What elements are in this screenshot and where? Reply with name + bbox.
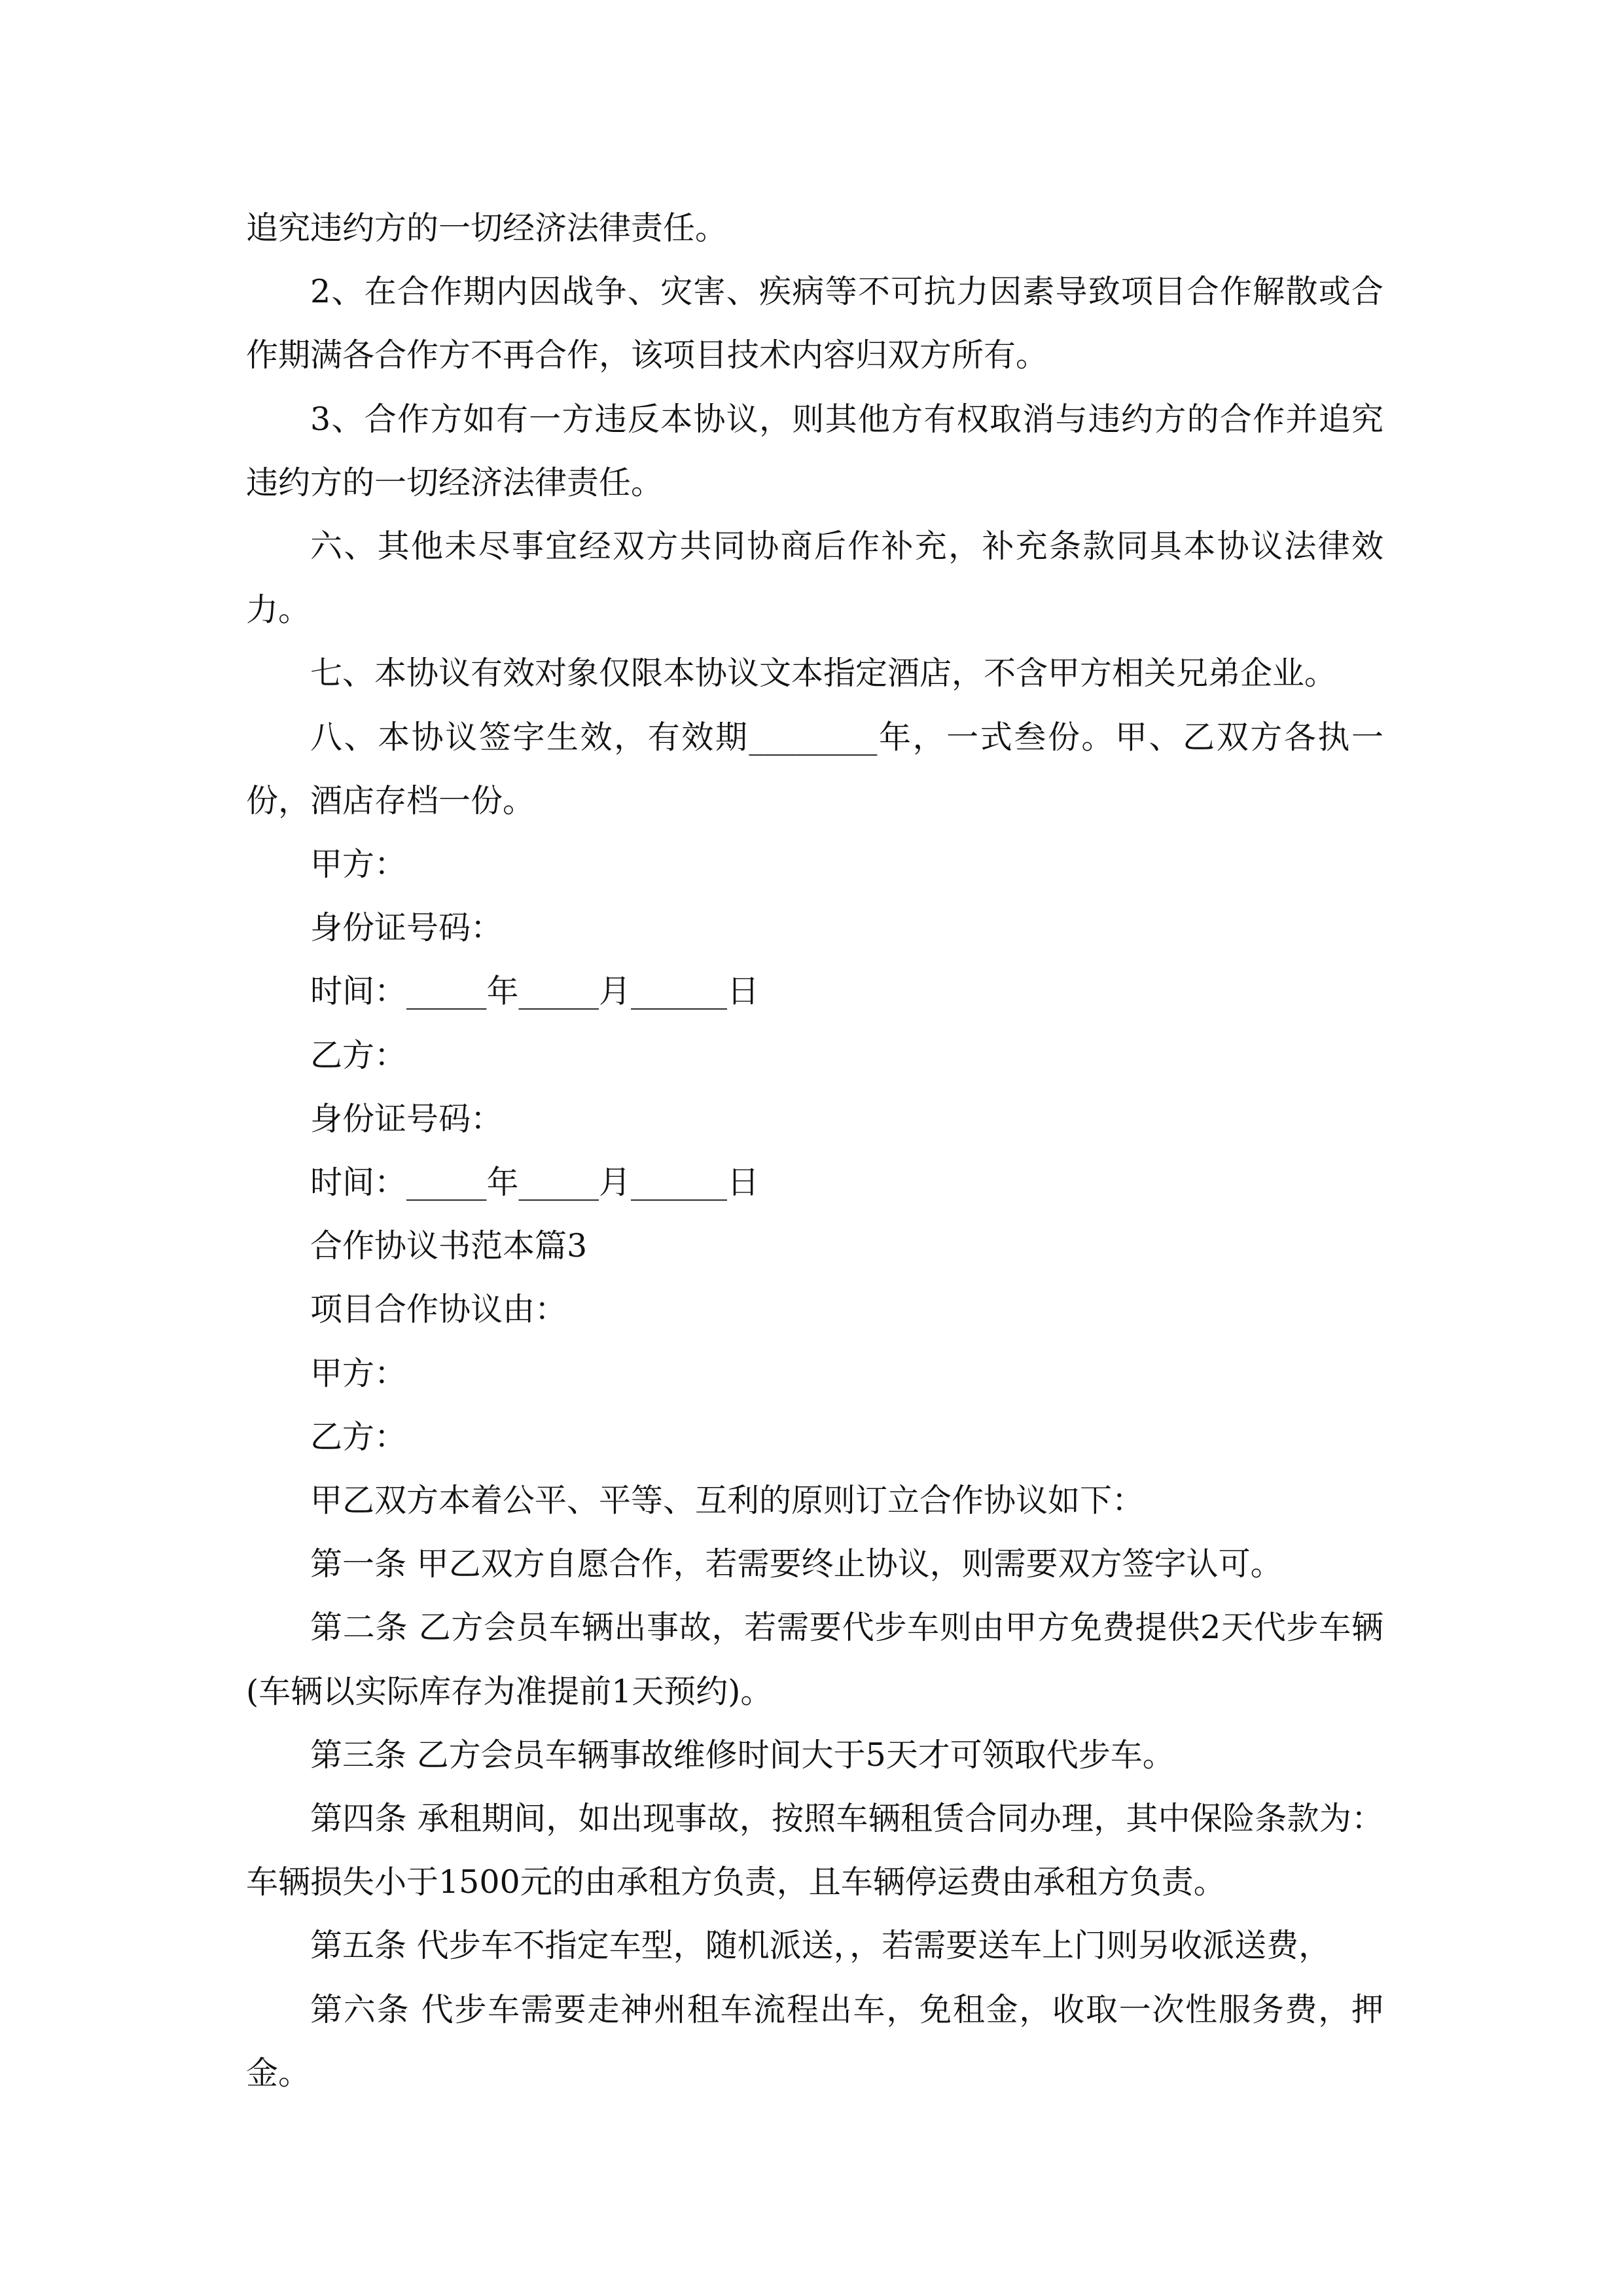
party-a-label-2: 甲方： [310,1354,407,1392]
document-body [246,196,1383,2105]
agreement-intro: 项目合作协议由： [310,1291,567,1329]
paragraph-article-7: 七、本协议有效对象仅限本协议文本指定酒店，不含甲方相关兄弟企业。 [310,655,1337,692]
paragraph-article-8: 八、本协议签字生效，有效期________年，一式叁份。甲、乙双方各执一份，酒店存档一份。 [246,718,1383,819]
paragraph-continuation: 追究违约方的一切经济法律责任。 [246,209,728,247]
article-3: 第三条 乙方会员车辆事故维修时间大于5天才可领取代步车。 [310,1736,1175,1774]
party-b-label: 乙方： [310,1036,407,1074]
article-4: 第四条 承租期间，如出现事故，按照车辆租赁合同办理，其中保险条款为：车辆损失小于1500元的由承租方负责，且车辆停运费由承租方负责。 [246,1800,1383,1901]
section-title: 合作协议书范本篇3 [310,1227,588,1265]
agreement-preamble: 甲乙双方本着公平、平等、互利的原则订立合作协议如下： [310,1482,1145,1520]
article-6: 第六条 代步车需要走神州租车流程出车，免租金，收取一次性服务费，押金。 [246,1990,1383,2092]
party-b-id-label: 身份证号码： [310,1100,503,1138]
party-b-label-2: 乙方： [310,1418,407,1456]
paragraph-article-6: 六、其他未尽事宜经双方共同协商后作补充，补充条款同具本协议法律效力。 [246,528,1383,629]
article-1: 第一条 甲乙双方自愿合作，若需要终止协议，则需要双方签字认可。 [310,1545,1283,1583]
party-a-date-line: 时间：_____年_____月______日 [310,973,760,1011]
paragraph-clause-2: 2、在合作期内因战争、灾害、疾病等不可抗力因素导致项目合作解散或合作期满各合作方不再合作，该项目技术内容归双方所有。 [246,273,1383,374]
party-a-label: 甲方： [310,846,407,884]
article-5: 第五条 代步车不指定车型，随机派送，，若需要送车上门则另收派送费， [310,1927,1331,1965]
party-b-date-line: 时间：_____年_____月______日 [310,1164,760,1202]
paragraph-clause-3: 3、合作方如有一方违反本协议，则其他方有权取消与违约方的合作并追究违约方的一切经济法律责任。 [246,400,1383,501]
article-2: 第二条 乙方会员车辆出事故，若需要代步车则由甲方免费提供2天代步车辆(车辆以实际库存为准提前1天预约)。 [246,1609,1383,1710]
party-a-id-label: 身份证号码： [310,909,503,947]
